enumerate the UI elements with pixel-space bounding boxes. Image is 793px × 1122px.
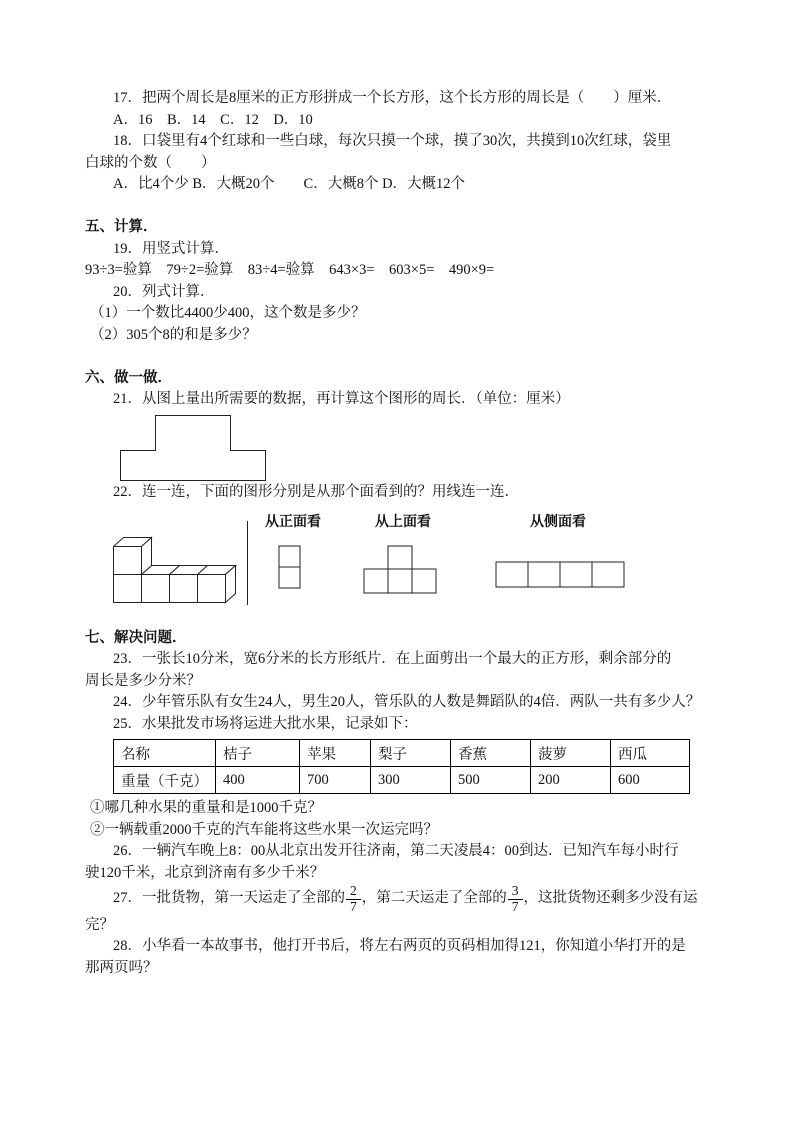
- question-23-text-line1: 23．一张长10分米，宽6分米的长方形纸片．在上面剪出一个最大的正方形，剩余部分的: [113, 651, 672, 667]
- question-27-text-line1: [85, 884, 775, 915]
- view-option-tshape-figure: [363, 545, 439, 595]
- question-28-text-line1: 28．小华看一本故事书，他打开书后，将左右两页的页码相加得121，你知道小华打开的是: [113, 938, 686, 955]
- table-row-label: 重量（千克）: [114, 767, 216, 794]
- table-header-cell: 香蕉: [451, 740, 531, 767]
- question-17-options: A．16 B．14 C．12 D．10: [113, 111, 313, 128]
- question-25-sub1: ①哪几种水果的重量和是1000千克？: [90, 800, 322, 816]
- section-7-title: 七、解决问题．: [85, 629, 187, 646]
- question-23-text-line2: 周长是多少分米？: [85, 672, 201, 689]
- question-19-text: 19．用竖式计算．: [113, 240, 229, 257]
- section-5-title: 五、计算．: [85, 219, 158, 235]
- question-24-text: 24．少年管乐队有女生24人，男生20人，管乐队的人数是舞蹈队的4倍．两队一共有多少人？: [113, 694, 701, 710]
- table-value-cell: 600: [611, 767, 690, 794]
- question-20-text: 20．列式计算．: [113, 283, 215, 300]
- section-6-title: 六、做一做．: [85, 369, 172, 386]
- cube-arrangement-figure: [113, 535, 237, 604]
- question-25-sub2: ②一辆载重2000千克的汽车能将这些水果一次运完吗？: [90, 821, 438, 838]
- table-weight-row: [114, 767, 690, 794]
- table-header-cell: 苹果: [300, 740, 371, 767]
- question-25-text: 25．水果批发市场将运进大批水果，记录如下：: [113, 715, 418, 732]
- question-26-text-line2: 驶120千米，北京到济南有多少千米？: [85, 864, 325, 881]
- question-18-text-line2: 白球的个数（ ）: [85, 154, 216, 171]
- table-header-cell: 桔子: [216, 740, 300, 767]
- question-18-options: A．比4个少 B．大概20个 C．大概8个 D．大概12个: [113, 176, 466, 192]
- question-22-figure: [85, 511, 775, 606]
- table-value-cell: 200: [531, 767, 611, 794]
- question-20-item2: （2）305个8的和是多少？: [90, 326, 257, 343]
- question-27-text-line2: 完？: [85, 916, 114, 933]
- perimeter-shape-figure: [120, 415, 267, 482]
- question-17-text: 17．把两个周长是8厘米的正方形拼成一个长方形，这个长方形的周长是（ ）厘米．: [113, 90, 672, 106]
- table-header-cell: 西瓜: [611, 740, 690, 767]
- question-27-part2: ，第二天运走了全部的: [361, 889, 507, 906]
- question-18-text-line1: 18．口袋里有4个红球和一些白球，每次只摸一个球，摸了30次，共摸到10次红球，袋里: [113, 133, 672, 149]
- fraction-two-sevenths: $\frac{2}{7}$: [345, 884, 362, 915]
- fruit-weight-table: [113, 739, 690, 794]
- question-20-item1: （1）一个数比4400少400，这个数是多少？: [90, 305, 366, 321]
- table-header-cell: 梨子: [371, 740, 451, 767]
- table-value-cell: 500: [451, 767, 531, 794]
- table-value-cell: 400: [216, 767, 300, 794]
- fraction-three-sevenths: $\frac{3}{7}$: [507, 884, 524, 915]
- question-22-text: 22．连一连，下面的图形分别是从那个面看到的？用线连一连．: [113, 483, 519, 500]
- top-view-label: 从上面看: [375, 515, 431, 530]
- front-view-label: 从正面看: [265, 515, 321, 530]
- question-27-part3: ，这批货物还剩多少没有运: [523, 889, 698, 906]
- question-26-text-line1: 26．一辆汽车晚上8：00从北京出发开往济南，第二天凌晨4：00到达．已知汽车每小时行: [113, 843, 679, 859]
- view-option-row-figure: [495, 561, 626, 589]
- table-header-cell: 菠萝: [531, 740, 611, 767]
- view-option-column-figure: [278, 545, 302, 591]
- question-27-part1: 27．一批货物，第一天运走了全部的: [113, 889, 345, 906]
- table-value-cell: 700: [300, 767, 371, 794]
- question-28-text-line2: 那两页吗？: [85, 959, 158, 976]
- question-19-exercises: 93÷3=验算 79÷2=验算 83÷4=验算 643×3= 603×5= 490×9=: [85, 262, 495, 278]
- table-header-cell: 名称: [114, 740, 216, 767]
- table-header-row: [114, 740, 690, 767]
- table-value-cell: 300: [371, 767, 451, 794]
- side-view-label: 从侧面看: [530, 515, 586, 530]
- question-21-text: 21．从图上量出所需要的数据，再计算这个图形的周长．（单位：厘米）: [113, 391, 570, 407]
- divider-line: [247, 521, 248, 605]
